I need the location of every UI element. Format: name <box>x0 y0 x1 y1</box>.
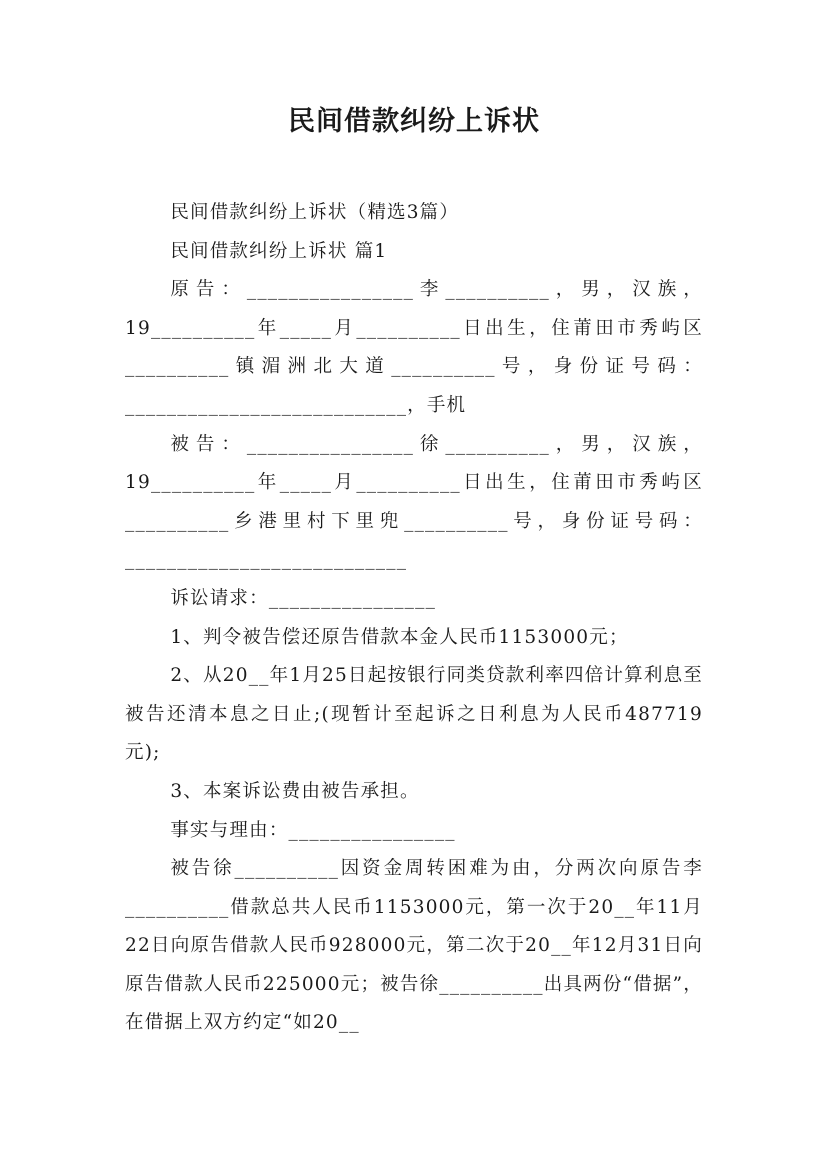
paragraph: 被告徐__________因资金周转困难为由，分两次向原告李__________借款总共人民币1153000元，第一次于20__年11月22日向原告借款人民币928000元，第二次于20__年12月31日向原告借款人民币225000元；被告徐__________出具两份“借据”，在借据上双方约定“如20__ <box>125 858 703 1034</box>
paragraph: 民间借款纠纷上诉状 篇1 <box>170 240 388 262</box>
paragraph: 原告：________________李__________，男，汉族，19__________年_____月__________日出生，住莆田市秀屿区__________镇湄洲北大道__________号，身份证号码：___________________________，手机 <box>125 279 703 416</box>
paragraph: 1、判令被告偿还原告借款本金人民币1153000元； <box>170 626 629 648</box>
paragraph: 诉讼请求：________________ <box>170 587 437 609</box>
document-title: 民间借款纠纷上诉状 <box>288 106 540 137</box>
paragraph: 3、本案诉讼费由被告承担。 <box>170 780 420 802</box>
paragraph: 事实与理由：________________ <box>170 819 456 841</box>
document-body <box>125 194 703 1043</box>
paragraph: 2、从20__年1月25日起按银行同类贷款利率四倍计算利息至被告还清本息之日止;(现暂计至起诉之日利息为人民币487719元); <box>125 665 703 764</box>
paragraph: 被告：________________徐__________，男，汉族，19__________年_____月__________日出生，住莆田市秀屿区__________乡港里村下里兜__________号，身份证号码：___________________________ <box>125 433 703 571</box>
paragraph: 民间借款纠纷上诉状（精选3篇） <box>170 202 460 223</box>
